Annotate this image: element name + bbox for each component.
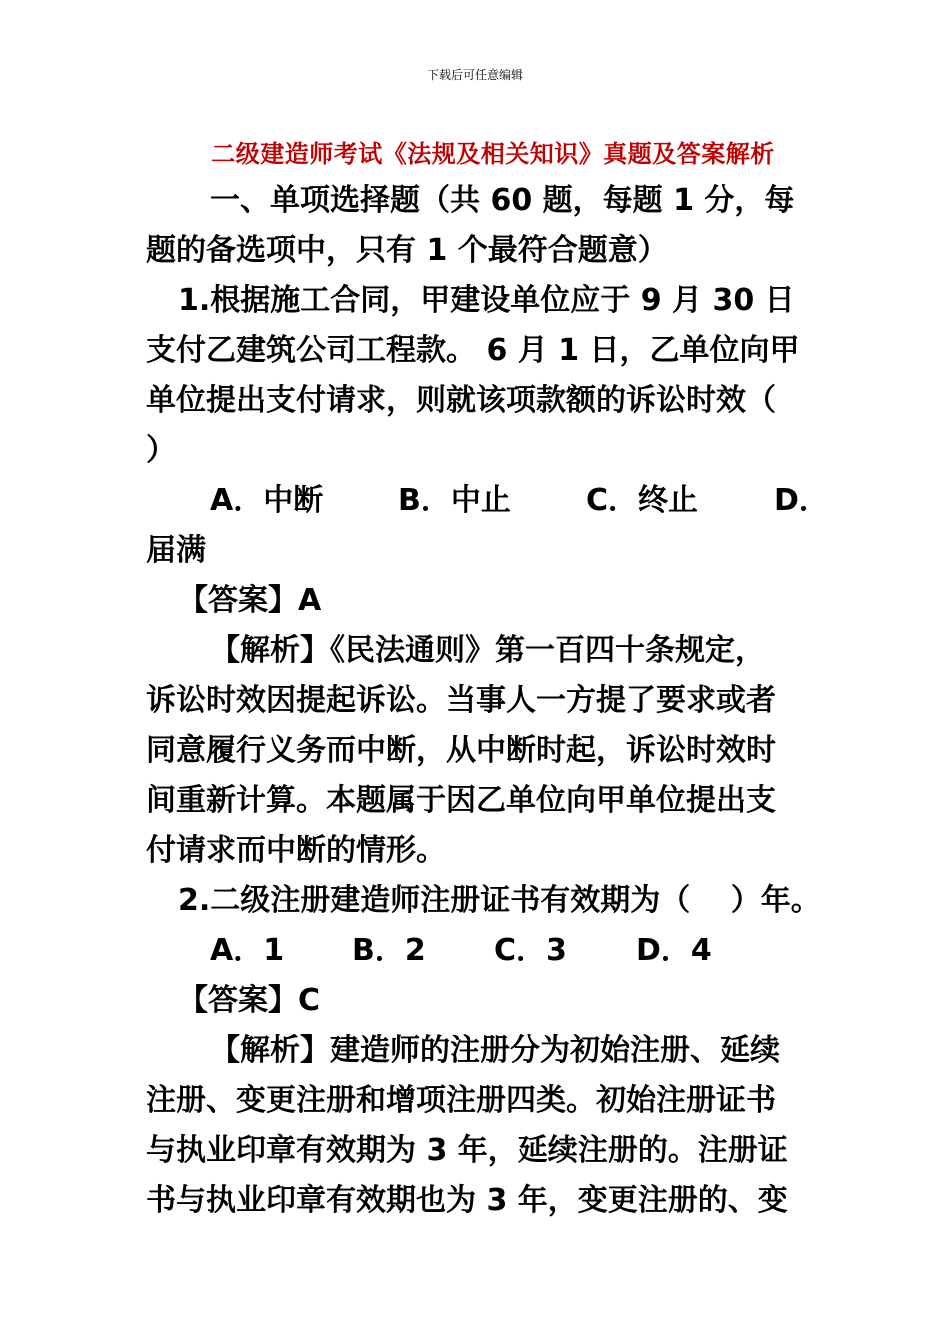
question-2-explanation-line-3: 与执业印章有效期为 3 年，延续注册的。注册证 (146, 1133, 788, 1168)
question-1-explanation-line-1: 【解析】《民法通则》第一百四十条规定， (210, 633, 765, 668)
question-1-answer: 【答案】A (178, 583, 322, 618)
question-2-explanation-line-4: 书与执业印章有效期也为 3 年，变更注册的、变 (146, 1183, 788, 1218)
question-2-answer: 【答案】C (178, 983, 321, 1018)
question-2-option-c: C．3 (494, 933, 567, 968)
question-1-explanation-line-5: 付请求而中断的情形。 (146, 833, 446, 868)
question-1-line-1: 1.根据施工合同，甲建设单位应于 9 月 30 日 (178, 283, 795, 318)
question-1-explanation-line-3: 同意履行义务而中断，从中断时起，诉讼时效时 (146, 733, 776, 768)
question-1-option-a: A．中断 (210, 483, 324, 518)
question-2-explanation-line-1: 【解析】建造师的注册分为初始注册、延续 (210, 1033, 780, 1068)
question-1-option-b: B．中止 (398, 483, 511, 518)
document-body (146, 176, 846, 1226)
question-1-line-3: 单位提出支付请求，则就该项款额的诉讼时效（ (146, 383, 776, 418)
header-note: 下载后可任意编辑 (426, 68, 523, 82)
question-2-explanation-line-2: 注册、变更注册和增项注册四类。初始注册证书 (146, 1083, 776, 1118)
question-1-explanation-line-4: 间重新计算。本题属于因乙单位向甲单位提出支 (146, 783, 776, 818)
section-heading-line-1: 一、单项选择题（共 60 题，每题 1 分，每 (210, 183, 795, 218)
question-2-line-1: 2.二级注册建造师注册证书有效期为（ ）年。 (178, 883, 821, 918)
section-heading-line-2: 题的备选项中，只有 1 个最符合题意） (146, 233, 668, 268)
question-1-line-4: ） (146, 433, 176, 468)
question-2-option-d: D．4 (636, 933, 712, 968)
question-1-option-c: C．终止 (586, 483, 699, 518)
question-2-options (146, 926, 846, 976)
document-title: 二级建造师考试《法规及相关知识》真题及答案解析 (211, 140, 775, 168)
question-2-option-a: A．1 (210, 933, 285, 968)
question-1-option-d: D． (774, 483, 829, 518)
question-2-option-b: B．2 (352, 933, 426, 968)
question-1-line-2: 支付乙建筑公司工程款。 6 月 1 日，乙单位向甲 (146, 333, 800, 368)
question-1-options (146, 476, 846, 526)
question-1-option-d-continued: 届满 (146, 533, 206, 568)
question-1-explanation-line-2: 诉讼时效因提起诉讼。当事人一方提了要求或者 (146, 683, 776, 718)
